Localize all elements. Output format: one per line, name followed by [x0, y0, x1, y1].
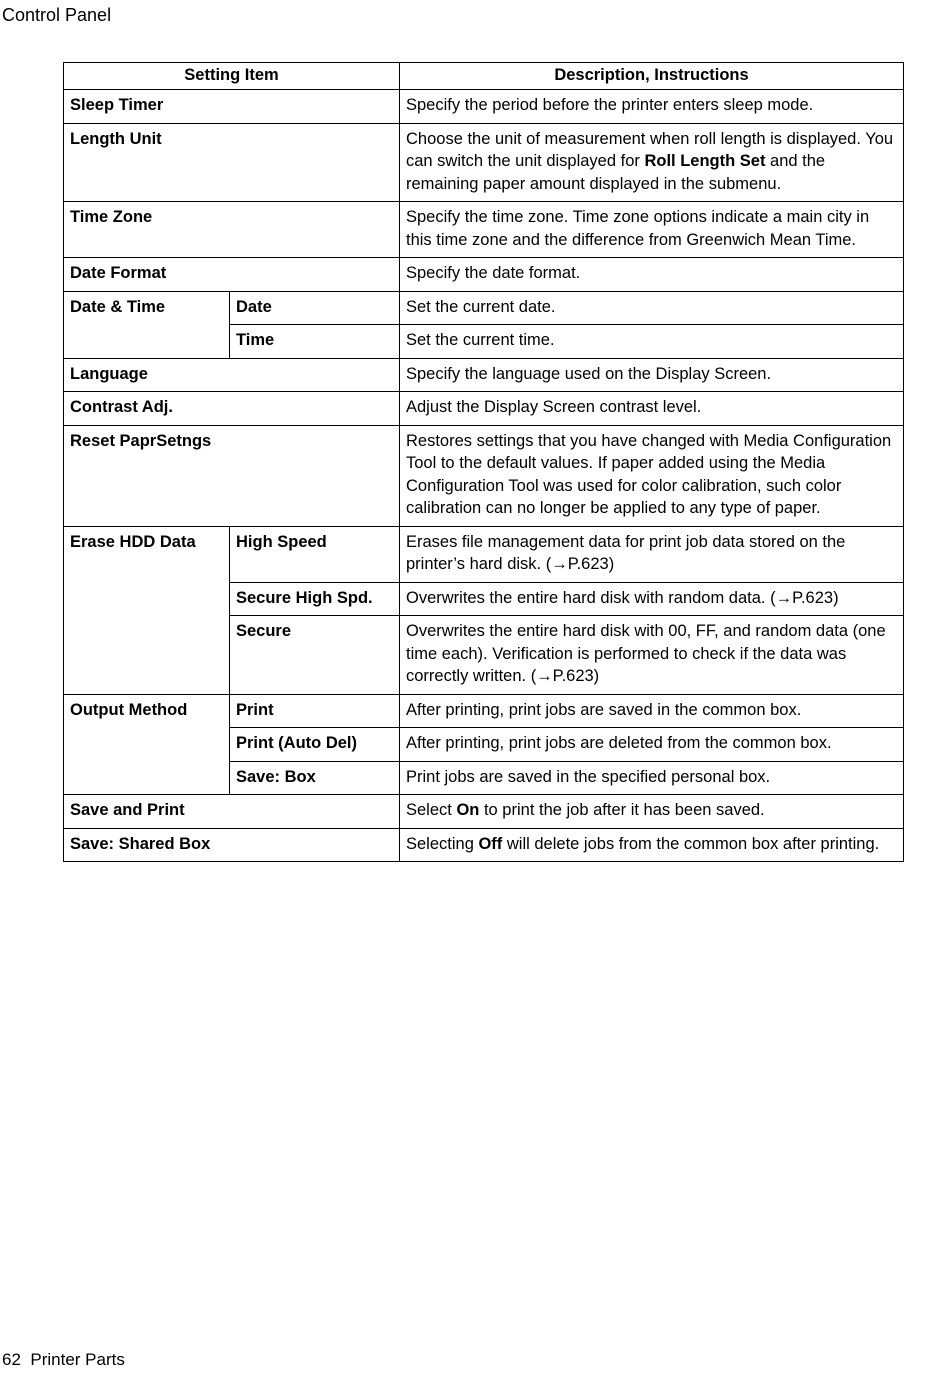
setting-description: Selecting Off will delete jobs from the common box after printing.	[400, 828, 904, 862]
setting-item-name: Language	[64, 358, 400, 392]
table-row	[64, 425, 904, 526]
setting-item-name: Date & Time	[64, 291, 230, 358]
footer-section: Printer Parts	[30, 1350, 125, 1369]
setting-item-name: Time Zone	[64, 202, 400, 258]
table-row	[64, 258, 904, 292]
setting-item-name: Output Method	[64, 694, 230, 795]
table-row	[64, 392, 904, 426]
setting-item-name: Save: Shared Box	[64, 828, 400, 862]
table-row	[64, 90, 904, 124]
table-row	[64, 202, 904, 258]
running-head: Control Panel	[2, 5, 112, 25]
setting-subitem-name: Secure	[230, 616, 400, 695]
setting-subitem-name: High Speed	[230, 526, 400, 582]
setting-item-name: Length Unit	[64, 123, 400, 202]
setting-item-name: Reset PaprSetngs	[64, 425, 400, 526]
setting-description: Set the current date.	[400, 291, 904, 325]
setting-description: Set the current time.	[400, 325, 904, 359]
setting-subitem-name: Time	[230, 325, 400, 359]
setting-description: Print jobs are saved in the specified personal box.	[400, 761, 904, 795]
setting-item-name: Contrast Adj.	[64, 392, 400, 426]
column-header-description: Description, Instructions	[400, 63, 904, 90]
table-row	[64, 694, 904, 728]
setting-description: After printing, print jobs are saved in the common box.	[400, 694, 904, 728]
table-header-row	[64, 63, 904, 90]
setting-item-name: Date Format	[64, 258, 400, 292]
table-row	[64, 526, 904, 582]
setting-description: Erases file management data for print job data stored on the printer’s hard disk. (→P.623)	[400, 526, 904, 582]
setting-description: Restores settings that you have changed with Media Configuration Tool to the default values. If paper added using the Media Configuration Tool was used for color calibration, such color calibration can no longer be applied to any type of paper.	[400, 425, 904, 526]
table-row	[64, 795, 904, 829]
setting-subitem-name: Print	[230, 694, 400, 728]
setting-description: Specify the time zone. Time zone options indicate a main city in this time zone and the difference from Greenwich Mean Time.	[400, 202, 904, 258]
settings-table	[63, 62, 904, 862]
setting-description: Overwrites the entire hard disk with 00, FF, and random data (one time each). Verification is performed to check if the data was correctly written. (→P.623)	[400, 616, 904, 695]
table-row	[64, 358, 904, 392]
setting-description: Adjust the Display Screen contrast level.	[400, 392, 904, 426]
setting-subitem-name: Secure High Spd.	[230, 582, 400, 616]
page-footer	[2, 1350, 125, 1370]
setting-description: Select On to print the job after it has been saved.	[400, 795, 904, 829]
column-header-setting-item: Setting Item	[64, 63, 400, 90]
setting-item-name: Erase HDD Data	[64, 526, 230, 694]
setting-description: After printing, print jobs are deleted from the common box.	[400, 728, 904, 762]
setting-description: Overwrites the entire hard disk with random data. (→P.623)	[400, 582, 904, 616]
setting-item-name: Save and Print	[64, 795, 400, 829]
table-body	[64, 90, 904, 862]
setting-description: Specify the language used on the Display Screen.	[400, 358, 904, 392]
setting-description: Specify the period before the printer enters sleep mode.	[400, 90, 904, 124]
setting-item-name: Sleep Timer	[64, 90, 400, 124]
setting-subitem-name: Print (Auto Del)	[230, 728, 400, 762]
setting-description: Specify the date format.	[400, 258, 904, 292]
page-number: 62	[2, 1350, 21, 1369]
setting-description: Choose the unit of measurement when roll length is displayed. You can switch the unit displayed for Roll Length Set and the remaining paper amount displayed in the submenu.	[400, 123, 904, 202]
setting-subitem-name: Date	[230, 291, 400, 325]
table-row	[64, 828, 904, 862]
setting-subitem-name: Save: Box	[230, 761, 400, 795]
table-row	[64, 291, 904, 325]
table-row	[64, 123, 904, 202]
